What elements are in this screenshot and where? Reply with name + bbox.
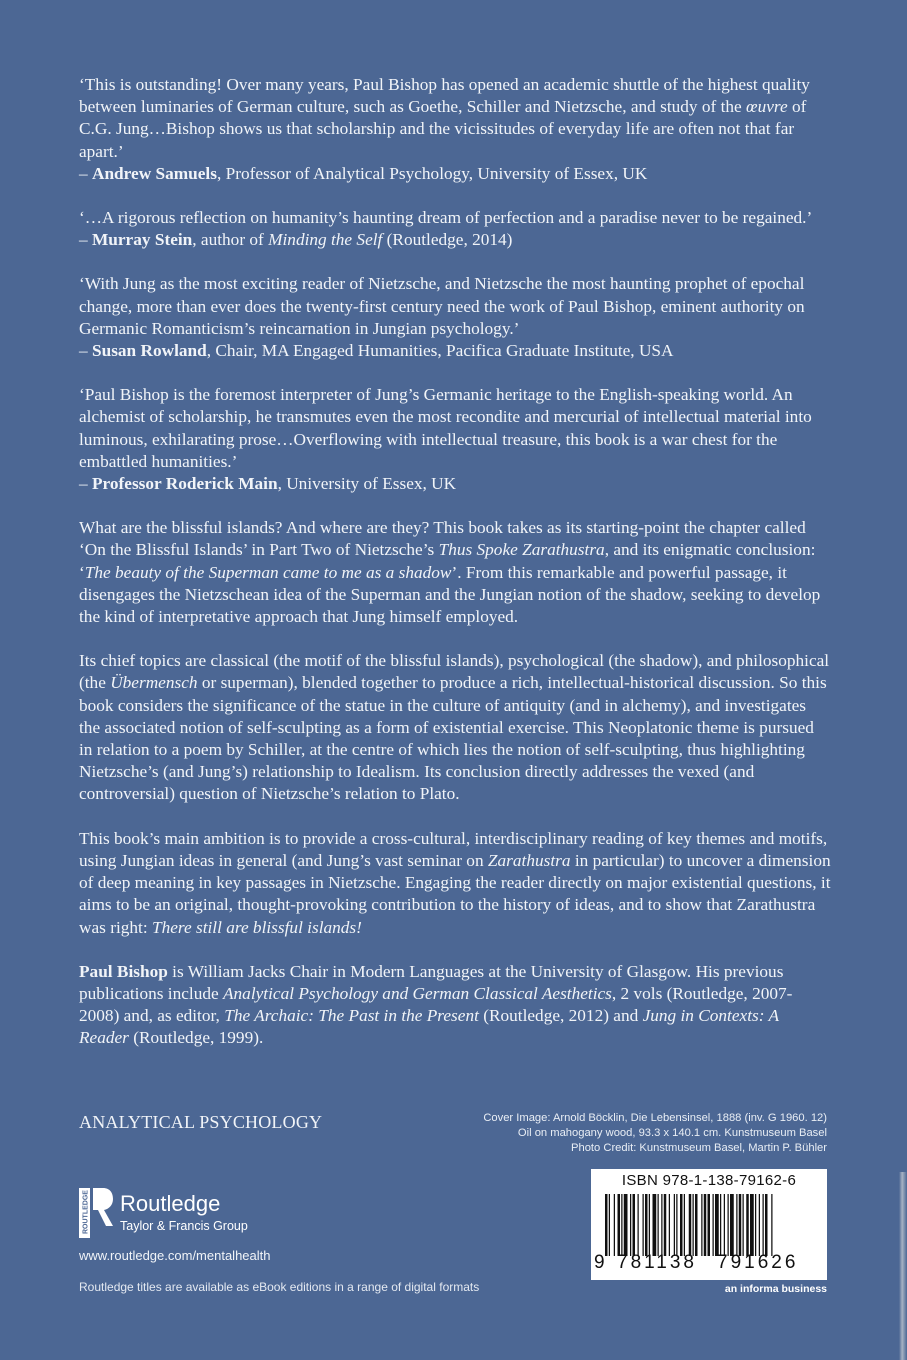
barcode-bar — [689, 1194, 692, 1256]
barcode-bar — [643, 1194, 644, 1256]
barcode-bar — [750, 1194, 754, 1256]
barcode-bar — [765, 1194, 768, 1256]
cover-edge — [899, 1172, 907, 1360]
barcode-bar — [624, 1194, 628, 1256]
barcode-bar — [728, 1194, 729, 1256]
barcode-bar — [724, 1194, 725, 1256]
barcode-bar — [704, 1194, 707, 1256]
barcode-bar — [746, 1194, 749, 1256]
barcode-bar — [708, 1194, 711, 1256]
isbn-barcode: ISBN 978-1-138-79162-6 9 781138 791626 — [591, 1169, 827, 1280]
barcode-bar — [693, 1194, 694, 1256]
barcode-bar — [695, 1194, 698, 1256]
barcode-bar — [684, 1194, 685, 1256]
barcode-bar — [701, 1194, 702, 1256]
blurb-paragraph: Its chief topics are classical (the motif of the blissful islands), psychological (the shadow), and philosophical (the Übermensch or superman), blended together to produce a rich, intellectual-historical discussion. So this book considers the significance of the statue in the culture of antiquity (and in alchemy), and investigates the associated notion of self-sculpting as a form of existential exercise. This Neoplatonic theme is pursued in relation to a poem by Schiller, at the centre of which lies the notion of self-sculpting, thus highlighting Nietzsche’s (and Jung’s) relationship to Idealism. Its conclusion directly addresses the vexed (and controversial) question of Nietzsche’s relation to Plato. — [79, 651, 830, 804]
barcode-bar — [638, 1194, 639, 1256]
barcode-bar — [630, 1194, 631, 1256]
barcode-bar — [715, 1194, 719, 1256]
barcode-bar — [739, 1194, 742, 1256]
barcode-bar — [614, 1194, 615, 1256]
barcode-bar — [653, 1194, 657, 1256]
cover-text — [79, 74, 831, 1072]
barcode-bar — [664, 1194, 667, 1256]
barcode-bar — [743, 1194, 744, 1256]
barcode-bar — [720, 1194, 721, 1256]
barcode-bar — [645, 1194, 648, 1256]
barcode-bar — [771, 1194, 772, 1256]
barcode-bar — [763, 1194, 764, 1256]
barcode-bar — [605, 1194, 608, 1256]
barcode-bar — [649, 1194, 650, 1256]
endorsement-attribution: – Professor Roderick Main, University of Essex, UK — [79, 474, 457, 494]
informa-tagline: an informa business — [724, 1283, 827, 1295]
endorsement-quote: ‘…A rigorous reflection on humanity’s haunting dream of perfection and a paradise never to be regained.’ – Murray Stein, author of Minding the Self (Routledge, 2014) — [79, 208, 813, 250]
barcode-bar — [669, 1194, 670, 1256]
endorsement-attribution: – Andrew Samuels, Professor of Analytical Psychology, University of Essex, UK — [79, 163, 648, 183]
barcode-bar — [661, 1194, 662, 1256]
publisher-name: Routledge — [120, 1191, 221, 1216]
barcode-bar — [713, 1194, 714, 1256]
barcode-bar — [618, 1194, 621, 1256]
endorsement-attribution: – Murray Stein, author of Minding the Self (Routledge, 2014) — [79, 230, 513, 250]
barcode-bar — [658, 1194, 659, 1256]
blurb-paragraph: This book’s main ambition is to provide a cross-cultural, interdisciplinary reading of key themes and motifs, using Jungian ideas in general (and Jung’s vast seminar on Zarathustra in particular) to uncover a dimension of deep meaning in key passages in Nietzsche. Engaging the reader directly on major existential questions, it aims to be an original, thought-provoking contribution to the history of ideas, and to show that Zarathustra was right: There still are blissful islands! — [79, 828, 831, 937]
barcode-bar — [759, 1194, 760, 1256]
subject-category: ANALYTICAL PSYCHOLOGY — [79, 1112, 323, 1132]
routledge-logo — [79, 1188, 279, 1238]
barcode-bar — [676, 1194, 677, 1256]
barcode-bar — [633, 1194, 636, 1256]
routledge-mark-text: ROUTLEDGE — [82, 1190, 90, 1234]
endorsement-attribution: – Susan Rowland, Chair, MA Engaged Humanities, Pacifica Graduate Institute, USA — [79, 341, 674, 361]
endorsement-quote: ‘Paul Bishop is the foremost interpreter of Jung’s Germanic heritage to the English-speaking world. An alchemist of scholarship, he transmutes even the most recondite and mercurial of intellectual material into luminous, exhilarating prose…Overflowing with intellectual treasure, this book is a war chest for the embattled humanities.’ – Professor Roderick Main, University of Essex, UK — [79, 385, 812, 494]
barcode-bar — [609, 1194, 610, 1256]
barcode-bar — [755, 1194, 756, 1256]
endorsement-quote: ‘This is outstanding! Over many years, Paul Bishop has opened an academic shuttle of the highest quality between luminaries of German culture, such as Goethe, Schiller and Nietzsche, and study of the œuvre of C.G. Jung…Bishop shows us that scholarship and the vicissitudes of everyday life are often not that far apart.’ – Andrew Samuels, Professor of Analytical Psychology, University of Essex, UK — [79, 75, 810, 183]
publisher-url[interactable]: www.routledge.com/mentalhealth — [79, 1248, 271, 1263]
barcode-bar — [730, 1194, 734, 1256]
publisher-group: Taylor & Francis Group — [120, 1219, 248, 1233]
routledge-mark-icon — [79, 1188, 113, 1238]
cover-image-credits: Cover Image: Arnold Böcklin, Die Lebensinsel, 1888 (inv. G 1960. 12) Oil on mahogany wood, 93.3 x 140.1 cm. Kunstmuseum Basel Photo Credit: Kunstmuseum Basel, Martin P. Bühler — [483, 1112, 827, 1154]
endorsement-quote: ‘With Jung as the most exciting reader of Nietzsche, and Nietzsche the most haunting prophet of epochal change, more than ever does the twenty-first century need the work of Paul Bishop, eminent authority on Germanic Romanticism’s reincarnation in Jungian psychology.’ – Susan Rowland, Chair, MA Engaged Humanities, Pacifica Graduate Institute, USA — [79, 274, 805, 361]
blurb-paragraph: What are the blissful islands? And where are they? This book takes as its starting-point the chapter called ‘On the Blissful Islands’ in Part Two of Nietzsche’s Thus Spoke Zarathustra, and its enigmatic conclusion: ‘The beauty of the Superman came to me as a shadow’. From this remarkable and powerful passage, it disengages the Nietzschean idea of the Superman and the Jungian notion of the shadow, seeking to develop the kind of interpretative approach that Jung himself employed. — [79, 518, 821, 627]
author-bio: Paul Bishop is William Jacks Chair in Modern Languages at the University of Glasgow. His previous publications include Analytical Psychology and German Classical Aesthetics, 2 vols (Routledge, 2007-2008) and, as editor, The Archaic: The Past in the Present (Routledge, 2012) and Jung in Contexts: A Reader (Routledge, 1999). — [79, 961, 793, 1048]
ebook-notice: Routledge titles are available as eBook editions in a range of digital formats — [79, 1280, 480, 1294]
barcode-bar — [674, 1194, 675, 1256]
barcode-bar — [736, 1194, 737, 1256]
barcode-bar — [680, 1194, 683, 1256]
barcode-bars — [605, 1194, 813, 1256]
isbn-label: ISBN 978-1-138-79162-6 — [621, 1172, 797, 1189]
barcode-bar — [621, 1194, 622, 1256]
